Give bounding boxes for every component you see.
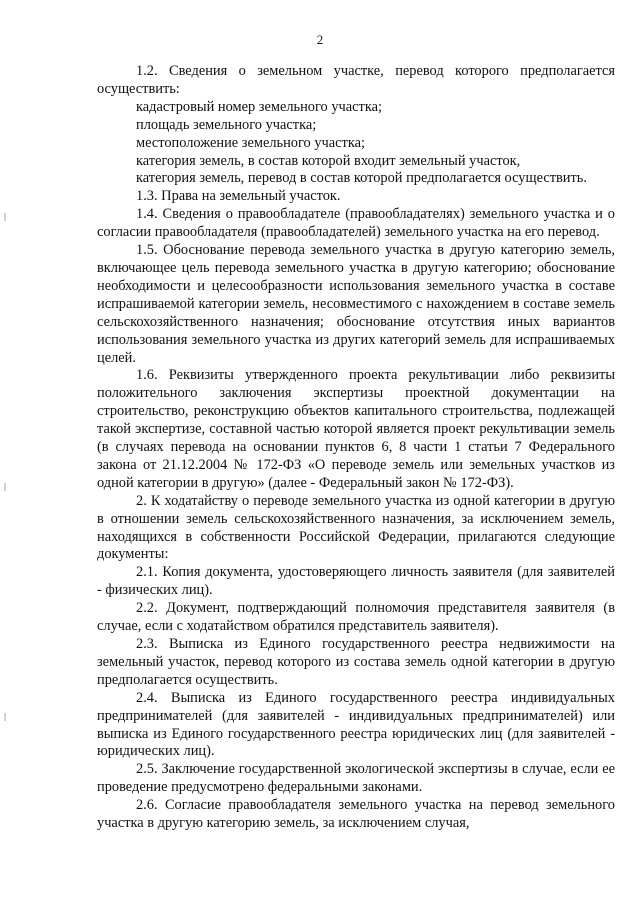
paragraph-2: 2. К ходатайству о переводе земельного участка из одной категории в другую в отношении земель сельскохозяйственного назначения, за исключением земель, находящихся в собственности Российской Федерации, прилагаются следующие документы: bbox=[97, 492, 615, 563]
list-item: кадастровый номер земельного участка; bbox=[136, 98, 382, 115]
paragraph-2-4: 2.4. Выписка из Единого государственного реестра индивидуальных предпринимателей (для заявителей - индивидуальных предпринимателей) или выписка из Единого государственного реестра юридических лиц (для заявителей - юридических лиц). bbox=[97, 689, 615, 760]
paragraph-2-2: 2.2. Документ, подтверждающий полномочия представителя заявителя (в случае, если с ходатайством обратился представитель заявителя). bbox=[97, 600, 615, 635]
list-item: категория земель, в состав которой входит земельный участок, bbox=[136, 152, 521, 169]
margin-scan-mark bbox=[4, 483, 6, 491]
page-number: 2 bbox=[316, 32, 324, 47]
margin-scan-mark bbox=[4, 713, 6, 721]
list-item: местоположение земельного участка; bbox=[136, 134, 365, 151]
paragraph-1-5: 1.5. Обоснование перевода земельного участка в другую категорию земель, включающее цель перевода земельного участка в другую категорию; обоснование необходимости и целесообразности использования земельного участка в составе испрашиваемой категории земель, несовместимого с нахождением в составе земель сельскохозяйственного назначения; обоснование отсутствия иных вариантов использования земельного участка из других категорий земель для испрашиваемых целей. bbox=[97, 242, 615, 366]
paragraph-2-5: 2.5. Заключение государственной экологической экспертизы в случае, если ее проведение предусмотрено федеральными законами. bbox=[97, 761, 615, 796]
paragraph-1-2: 1.2. Сведения о земельном участке, перевод которого предполагается осуществить: bbox=[97, 63, 615, 97]
list-item: площадь земельного участка; bbox=[136, 116, 317, 133]
paragraph-1-4: 1.4. Сведения о правообладателе (правообладателях) земельного участка и о согласии правообладателя (правообладателей) земельного участка на его перевод. bbox=[97, 206, 615, 241]
margin-scan-mark bbox=[4, 213, 6, 221]
document-body bbox=[97, 63, 615, 833]
paragraph-1-3: 1.3. Права на земельный участок. bbox=[136, 188, 341, 205]
paragraph-2-3: 2.3. Выписка из Единого государственного реестра недвижимости на земельный участок, перевод которого из состава земель одной категории в другую предполагается осуществить. bbox=[97, 636, 615, 688]
paragraph-2-6: 2.6. Согласие правообладателя земельного участка на перевод земельного участка в другую категорию земель, за исключением случая, bbox=[97, 797, 615, 832]
paragraph-1-6: 1.6. Реквизиты утвержденного проекта рекультивации либо реквизиты положительного заключения экспертизы проектной документации на строительство, реконструкцию объектов капитального строительства, подлежащей такой экспертизе, составной частью которой является проект рекультивации земель (в случаях перевода на основании пунктов 6, 8 части 1 статьи 7 Федерального закона от 21.12.2004 № 172-ФЗ «О переводе земель или земельных участков из одной категории в другую» (далее - Федеральный закон № 172-ФЗ). bbox=[97, 367, 615, 491]
paragraph-2-1: 2.1. Копия документа, удостоверяющего личность заявителя (для заявителей - физических лиц). bbox=[97, 564, 615, 599]
list-item: категория земель, перевод в состав которой предполагается осуществить. bbox=[136, 170, 587, 187]
